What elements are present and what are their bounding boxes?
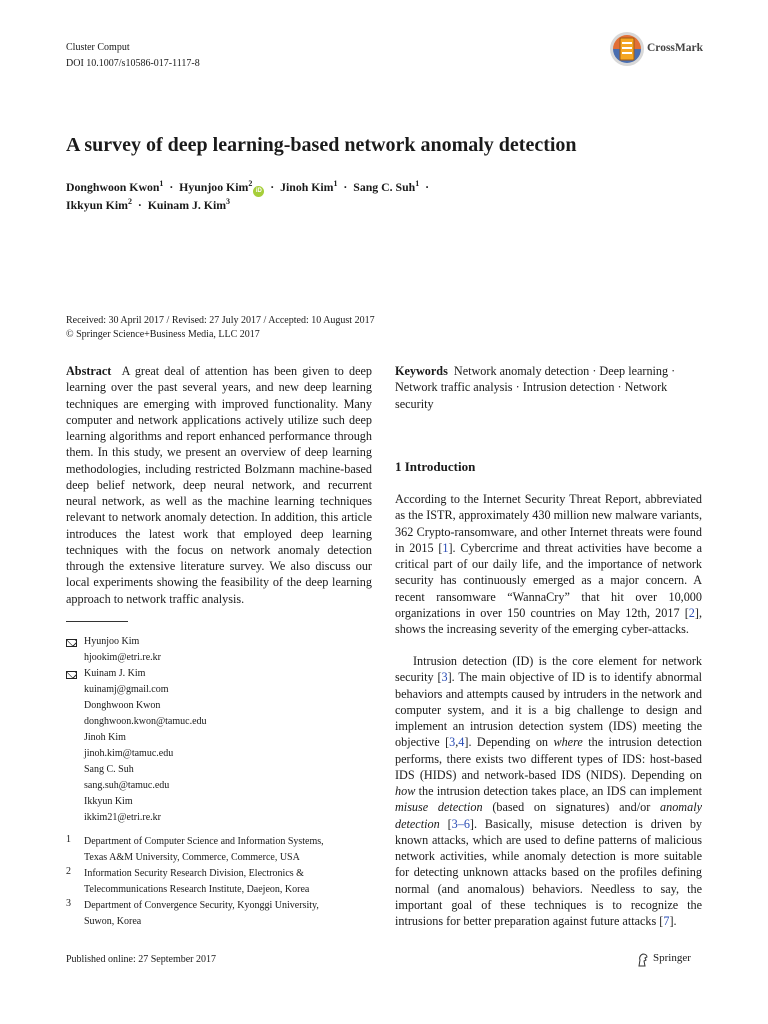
affiliation-line: Telecommunications Research Institute, Daejeon, Korea <box>84 883 310 895</box>
contact-email[interactable]: donghwoon.kwon@tamuc.edu <box>84 715 207 727</box>
intro-text: the intrusion detection takes place, an IDS can implement <box>415 784 702 798</box>
affiliation-text <box>84 834 324 865</box>
author-affil-mark: 2 <box>127 197 132 207</box>
contact-entry <box>84 666 168 697</box>
copyright: © Springer Science+Business Media, LLC 2017 <box>66 329 260 340</box>
intro-emphasis: how <box>395 784 416 798</box>
orcid-label: iD <box>255 188 262 194</box>
author-affil-mark: 1 <box>159 179 164 189</box>
keywords-label: Keywords <box>395 364 448 378</box>
citation-link[interactable]: 7 <box>663 914 670 928</box>
affiliation-number: 1 <box>66 834 71 845</box>
citation-link[interactable]: 3–6 <box>451 816 470 831</box>
affiliation-text <box>84 866 309 897</box>
author-line-1 <box>66 179 429 197</box>
author-name: Ikkyun Kim <box>66 198 128 212</box>
author-separator: · <box>169 180 174 194</box>
author-affil-mark: 1 <box>415 179 420 189</box>
intro-text: ]. The main objective of ID is to identify abnormal behaviors and attempts caused by intruders in the network and computer system, and it is a big challenge to design and implement an intrusion detection system (IDS) meeting the objective [ <box>395 670 702 750</box>
abstract-label: Abstract <box>66 364 112 378</box>
intro-emphasis: where <box>553 735 583 750</box>
keywords <box>395 363 701 412</box>
received-dates: Received: 30 April 2017 / Revised: 27 July 2017 / Accepted: 10 August 2017 <box>66 315 375 326</box>
contact-name: Ikkyun Kim <box>84 796 133 807</box>
author-name: Donghwoon Kwon <box>66 180 160 194</box>
author-name: Jinoh Kim <box>280 180 334 194</box>
intro-text: Intrusion detection (ID) is the core element for network security [ <box>395 654 702 685</box>
intro-text: , <box>455 735 459 750</box>
contact-name: Hyunjoo Kim <box>84 636 140 647</box>
contact-email[interactable]: jinoh.kim@tamuc.edu <box>84 747 174 759</box>
author-line-2 <box>66 197 429 214</box>
intro-paragraph-2 <box>395 653 702 929</box>
contact-entry <box>84 794 161 825</box>
doi: DOI 10.1007/s10586-017-1117-8 <box>66 58 200 69</box>
citation-link[interactable]: 2 <box>688 605 695 620</box>
affiliation-text <box>84 898 319 929</box>
affiliation-number: 3 <box>66 898 71 909</box>
affiliation-line: Suwon, Korea <box>84 915 142 927</box>
affiliation-line: Texas A&M University, Commerce, Commerce, USA <box>84 851 300 863</box>
abstract <box>66 363 372 607</box>
author-name: Kuinam J. Kim <box>147 198 227 212</box>
affiliation-line: Department of Convergence Security, Kyonggi University, <box>84 900 319 911</box>
contact-entry <box>84 730 173 761</box>
intro-text: (based on signatures) and/or <box>482 800 661 815</box>
citation-link[interactable]: 3 <box>449 735 456 750</box>
author-affil-mark: 3 <box>226 197 231 207</box>
contact-email[interactable]: sang.suh@tamuc.edu <box>84 779 170 791</box>
affiliation-line: Information Security Research Division, Electronics & <box>84 868 304 879</box>
author-separator: · <box>343 180 348 194</box>
keywords-text: Network anomaly detection · Deep learning · Network traffic analysis · Intrusion detection · Network security <box>395 364 676 411</box>
springer-horse-icon <box>636 953 650 967</box>
abstract-text: A great deal of attention has been given to deep learning over the past several years, and new deep learning techniques are emerging with improved functionality. Many computer and network applications actively utilize such deep learning algorithms and report enhanced performance through them. In this study, we present an overview of deep learning methodologies, including restricted Bolzmann machine-based deep belief network, deep neural network, and recurrent neural network, as well as the machine learning techniques relevant to network anomaly detection. In addition, this article introduces the latest work that employed deep learning techniques with the focus on network anomaly detection through the extensive literature survey. We also discuss our local experiments showing the feasibility of the deep learning approach to network traffic analysis. <box>66 364 372 606</box>
contact-entry <box>84 762 169 793</box>
intro-text: ]. <box>669 914 677 928</box>
citation-link[interactable]: 3 <box>441 670 448 685</box>
crossmark-label: CrossMark <box>647 42 704 54</box>
contact-name: Donghwoon Kwon <box>84 700 161 711</box>
citation-link[interactable]: 4 <box>458 735 465 750</box>
springer-logo <box>636 951 706 969</box>
contact-email[interactable]: hjookim@etri.re.kr <box>84 651 161 663</box>
envelope-icon <box>66 639 77 647</box>
author-affil-mark: 2 <box>248 179 253 189</box>
affiliation-number: 2 <box>66 866 71 877</box>
intro-text: the intrusion detection performs, there exists two different types of IDS: host-based IDS (HIDS) and network-based IDS (NIDS). Depending on <box>395 735 702 782</box>
author-separator: · <box>270 180 275 194</box>
author-name: Sang C. Suh <box>353 180 416 194</box>
journal-name: Cluster Comput <box>66 42 130 53</box>
author-separator: · <box>137 198 142 212</box>
crossmark-badge[interactable] <box>609 30 719 68</box>
intro-text: According to the Internet Security Threat Report, abbreviated as the ISTR, approximately 430 million new malware variants, 362 Crypto-ransomware, and other Internet threats were found in 2015 [ <box>395 492 702 555</box>
paper-title: A survey of deep learning-based network anomaly detection <box>66 134 577 156</box>
intro-text: [ <box>439 816 452 831</box>
intro-emphasis: anomaly detection <box>395 800 702 831</box>
author-name: Hyunjoo Kim <box>179 180 249 194</box>
contact-email[interactable]: kuinamj@gmail.com <box>84 683 169 695</box>
crossmark-icon <box>609 30 645 68</box>
affiliation-line: Department of Computer Science and Information Systems, <box>84 836 324 847</box>
footnote-rule <box>66 621 128 622</box>
intro-text: ]. Basically, misuse detection is driven by known attacks, which are used to define patterns of malicious network activities, while anomaly detection is more suitable for detecting unknown attacks based on the profiles defining normal (and anomalous) behaviors. Needless to say, the important goal of these techniques is to recognize the intrusions for better preparation against future attacks [ <box>395 816 703 928</box>
contact-email[interactable]: ikkim21@etri.re.kr <box>84 811 161 823</box>
springer-label: Springer <box>653 952 691 964</box>
contact-name: Sang C. Suh <box>84 764 134 775</box>
envelope-icon <box>66 671 77 679</box>
intro-text: ]. Depending on <box>464 735 554 750</box>
published-date: Published online: 27 September 2017 <box>66 954 216 965</box>
intro-text: ], shows the increasing severity of the emerging cyber-attacks. <box>395 605 702 636</box>
contact-entry <box>84 698 207 729</box>
intro-paragraph-1 <box>395 491 702 637</box>
orcid-icon[interactable] <box>253 186 264 197</box>
section-heading: 1 Introduction <box>395 459 476 474</box>
contact-name: Kuinam J. Kim <box>84 668 146 679</box>
author-list <box>66 179 429 214</box>
contact-entry <box>84 634 161 665</box>
intro-text: ]. Cybercrime and threat activities have become a critical part of our daily life, and the importance of network security has continuously emerged as a major concern. A recent ransomware “WannaCry” that hit over 10,000 organizations in over 150 countries on May 12th, 2017 [ <box>395 540 702 620</box>
contact-name: Jinoh Kim <box>84 732 126 743</box>
author-separator: · <box>425 180 430 194</box>
intro-emphasis: misuse detection <box>395 800 483 815</box>
author-affil-mark: 1 <box>333 179 338 189</box>
citation-link[interactable]: 1 <box>442 540 449 555</box>
